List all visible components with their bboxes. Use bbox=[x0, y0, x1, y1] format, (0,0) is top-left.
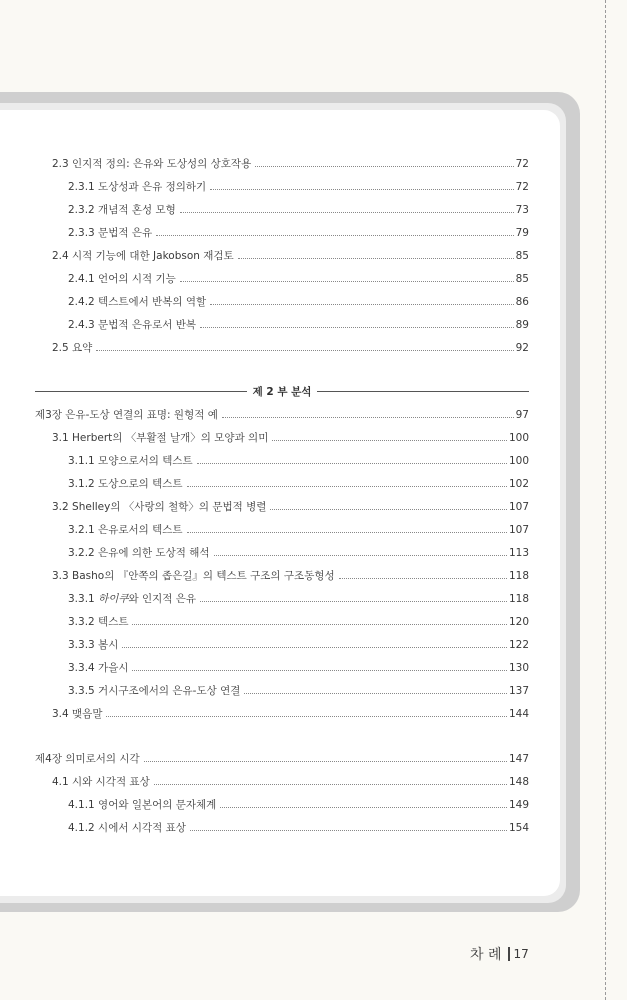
toc-entry-page: 85 bbox=[515, 250, 529, 262]
dot-leader bbox=[255, 166, 513, 167]
footer-separator bbox=[508, 947, 510, 961]
dot-leader bbox=[187, 486, 507, 487]
toc-entry-title: 4.1.2 시에서 시각적 표상 bbox=[68, 822, 186, 834]
dot-leader bbox=[270, 509, 507, 510]
toc-entry-title-prefix: 3.3.1 bbox=[68, 593, 99, 605]
toc-entry[interactable] bbox=[52, 707, 529, 721]
toc-entry-title: 4.1.1 영어와 일본어의 문자체계 bbox=[68, 799, 217, 811]
toc-entry[interactable] bbox=[52, 569, 529, 583]
dot-leader bbox=[122, 647, 507, 648]
toc-entry-page: 137 bbox=[508, 685, 529, 697]
toc-entry-page: 144 bbox=[508, 708, 529, 720]
toc-entry-page: 154 bbox=[508, 822, 529, 834]
dot-leader bbox=[210, 304, 513, 305]
dot-leader bbox=[200, 327, 514, 328]
toc-entry[interactable] bbox=[68, 454, 529, 468]
dot-leader bbox=[156, 235, 514, 236]
toc-entry-page: 89 bbox=[515, 319, 529, 331]
toc-entry-title: 2.3.1 도상성과 은유 정의하기 bbox=[68, 181, 207, 193]
toc-entry[interactable] bbox=[68, 318, 529, 332]
toc-entry-title: 3.3.3 봄시 bbox=[68, 639, 119, 651]
toc-entry-title: 2.4.1 언어의 시적 기능 bbox=[68, 273, 176, 285]
dot-leader bbox=[238, 258, 514, 259]
dot-leader bbox=[106, 716, 506, 717]
toc-entry[interactable] bbox=[68, 684, 529, 698]
dot-leader bbox=[132, 624, 506, 625]
toc-entry[interactable] bbox=[68, 615, 529, 629]
toc-entry-title: 3.2 Shelley의 〈사랑의 철학〉의 문법적 병렬 bbox=[52, 501, 267, 513]
page-footer bbox=[470, 944, 529, 964]
toc-entry-title bbox=[68, 592, 200, 606]
divider-rule-right bbox=[317, 391, 529, 392]
part-heading: 제 2 부 분석 bbox=[252, 385, 312, 398]
toc-entry[interactable] bbox=[68, 295, 529, 309]
part-divider bbox=[35, 383, 529, 399]
dot-leader bbox=[190, 830, 507, 831]
dot-leader bbox=[200, 601, 507, 602]
dot-leader bbox=[180, 281, 514, 282]
toc-entry[interactable] bbox=[68, 523, 529, 537]
footer-section-label: 차 례 bbox=[470, 947, 502, 963]
toc-entry-title: 3.1 Herbert의 〈부활절 날개〉의 모양과 의미 bbox=[52, 432, 269, 444]
toc-entry-page: 107 bbox=[508, 501, 529, 513]
toc-entry[interactable] bbox=[52, 157, 529, 171]
toc-entry-title: 2.4.2 텍스트에서 반복의 역할 bbox=[68, 296, 207, 308]
toc-entry-title: 3.3 Basho의 『안쪽의 좁은길』의 텍스트 구조의 구조동형성 bbox=[52, 570, 335, 582]
toc-entry-page: 72 bbox=[515, 181, 529, 193]
toc-entry-page: 107 bbox=[508, 524, 529, 536]
toc-entry-page: 86 bbox=[515, 296, 529, 308]
toc-entry-title: 3.2.1 은유로서의 텍스트 bbox=[68, 524, 183, 536]
toc-entry-page: 147 bbox=[508, 753, 529, 765]
dot-leader bbox=[144, 761, 507, 762]
toc-entry-title: 3.1.1 모양으로서의 텍스트 bbox=[68, 455, 193, 467]
toc-entry-page: 118 bbox=[508, 593, 529, 605]
dot-leader bbox=[214, 555, 507, 556]
toc-entry-page: 122 bbox=[508, 639, 529, 651]
footer-page-number: 17 bbox=[513, 947, 529, 961]
toc-entry-page: 118 bbox=[508, 570, 529, 582]
dot-leader bbox=[180, 212, 514, 213]
toc-entry-title: 2.3.3 문법적 은유 bbox=[68, 227, 153, 239]
toc-entry-title: 제3장 은유-도상 연결의 표명: 원형적 예 bbox=[35, 409, 218, 421]
dot-leader bbox=[339, 578, 507, 579]
toc-entry[interactable] bbox=[68, 180, 529, 194]
toc-entry-title: 3.3.4 가을시 bbox=[68, 662, 129, 674]
toc-entry-title: 2.5 요약 bbox=[52, 342, 93, 354]
toc-entry[interactable] bbox=[68, 272, 529, 286]
toc-entry-title: 2.4 시적 기능에 대한 Jakobson 재검토 bbox=[52, 250, 234, 262]
toc-entry-page: 85 bbox=[515, 273, 529, 285]
toc-entry-title: 3.3.2 텍스트 bbox=[68, 616, 129, 628]
toc-entry-page: 92 bbox=[515, 342, 529, 354]
toc-entry[interactable] bbox=[52, 775, 529, 789]
toc-entry-title: 2.4.3 문법적 은유로서 반복 bbox=[68, 319, 197, 331]
toc-entry-title: 4.1 시와 시각적 표상 bbox=[52, 776, 150, 788]
toc-entry-page: 100 bbox=[508, 455, 529, 467]
toc-entry[interactable] bbox=[52, 249, 529, 263]
toc-entry[interactable] bbox=[68, 226, 529, 240]
toc-entry-page: 79 bbox=[515, 227, 529, 239]
divider-rule-left bbox=[35, 391, 247, 392]
toc-entry[interactable] bbox=[68, 477, 529, 491]
toc-entry[interactable] bbox=[68, 592, 529, 606]
toc-entry[interactable] bbox=[68, 638, 529, 652]
toc-entry-page: 73 bbox=[515, 204, 529, 216]
toc-entry-page: 148 bbox=[508, 776, 529, 788]
toc-entry-page: 149 bbox=[508, 799, 529, 811]
dot-leader bbox=[220, 807, 507, 808]
toc-entry-title: 제4장 의미로서의 시각 bbox=[35, 753, 140, 765]
dot-leader bbox=[244, 693, 507, 694]
toc-entry[interactable] bbox=[68, 203, 529, 217]
toc-entry-page: 97 bbox=[515, 409, 529, 421]
toc-entry-page: 130 bbox=[508, 662, 529, 674]
toc-entry-title: 2.3.2 개념적 혼성 모형 bbox=[68, 204, 176, 216]
dot-leader bbox=[197, 463, 507, 464]
toc-entry[interactable] bbox=[68, 798, 529, 812]
toc-entry[interactable] bbox=[52, 500, 529, 514]
toc-entry[interactable] bbox=[68, 661, 529, 675]
toc-chapter-entry[interactable] bbox=[35, 752, 529, 766]
dot-leader bbox=[210, 189, 513, 190]
dot-leader bbox=[154, 784, 507, 785]
toc-entry[interactable] bbox=[68, 821, 529, 835]
toc-entry-page: 113 bbox=[508, 547, 529, 559]
dot-leader bbox=[222, 417, 514, 418]
toc-entry[interactable] bbox=[52, 431, 529, 445]
toc-entry[interactable] bbox=[68, 546, 529, 560]
toc-entry-title: 3.3.5 거시구조에서의 은유-도상 연결 bbox=[68, 685, 241, 697]
toc-entry-page: 120 bbox=[508, 616, 529, 628]
toc-entry-page: 100 bbox=[508, 432, 529, 444]
toc-entry-title: 3.2.2 은유에 의한 도상적 해석 bbox=[68, 547, 210, 559]
toc-entry-title: 3.4 맺음말 bbox=[52, 708, 103, 720]
toc-entry-title-suffix: 와 인지적 은유 bbox=[128, 593, 197, 605]
toc-entry[interactable] bbox=[52, 341, 529, 355]
toc-entry-title-italic: 하이쿠 bbox=[98, 593, 129, 605]
dot-leader bbox=[272, 440, 507, 441]
toc-entry-page: 72 bbox=[515, 158, 529, 170]
toc-entry-page: 102 bbox=[508, 478, 529, 490]
dot-leader bbox=[187, 532, 507, 533]
toc-entry-title: 2.3 인지적 정의: 은유와 도상성의 상호작용 bbox=[52, 158, 252, 170]
toc-chapter-entry[interactable] bbox=[35, 408, 529, 422]
dot-leader bbox=[132, 670, 506, 671]
dot-leader bbox=[96, 350, 513, 351]
toc-entry-title: 3.1.2 도상으로의 텍스트 bbox=[68, 478, 183, 490]
